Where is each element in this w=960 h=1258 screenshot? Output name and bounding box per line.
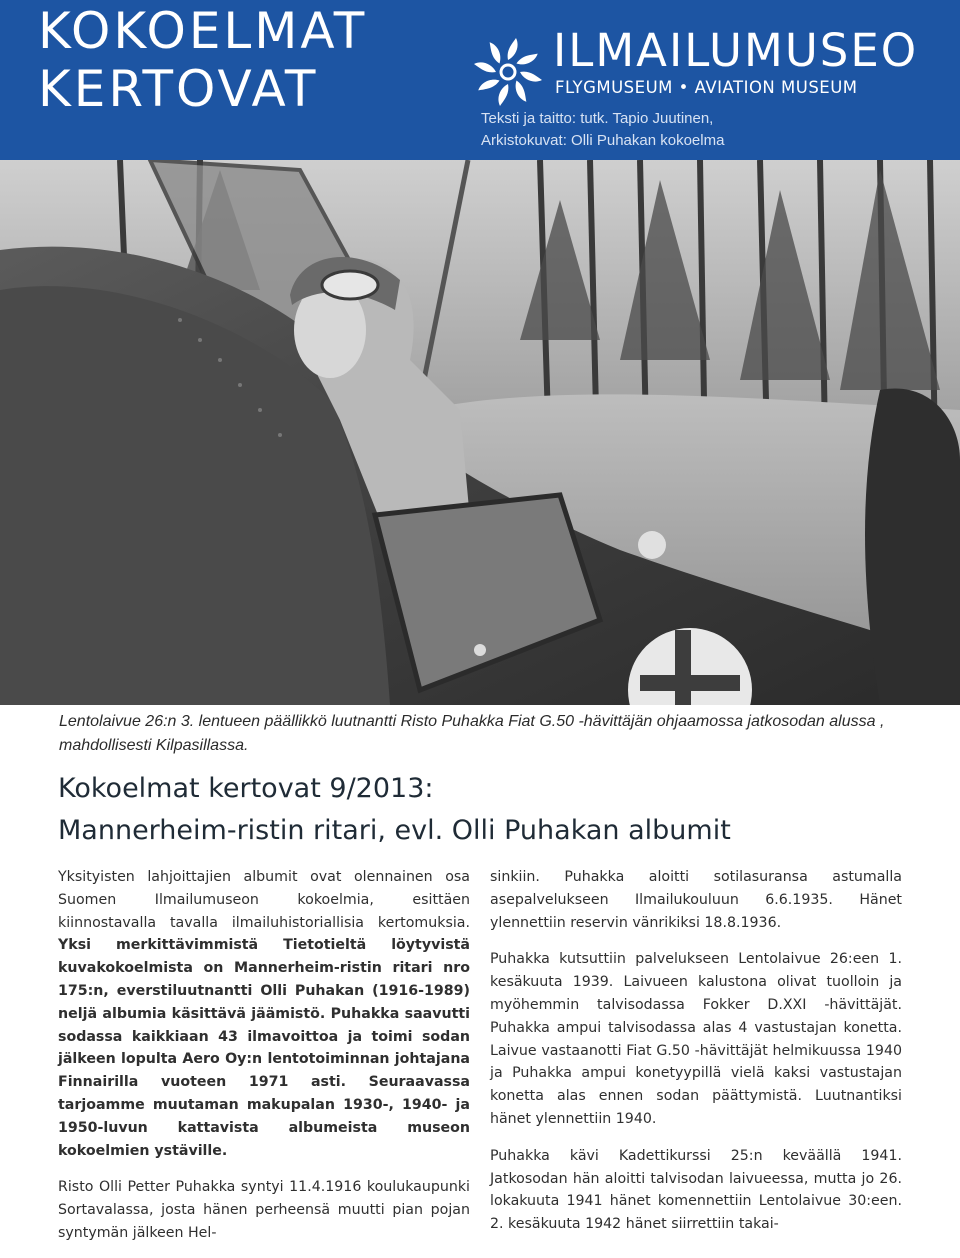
series-title-line2: KERTOVAT [38, 60, 319, 118]
header-band [0, 0, 960, 160]
museum-logo-icon [472, 36, 544, 108]
cockpit-photo [0, 160, 960, 705]
article-column-right [490, 866, 902, 1236]
series-title-line1: KOKOELMAT [38, 2, 368, 60]
article-heading-line1: Kokoelmat kertovat 9/2013: [58, 773, 434, 804]
photo-caption: Lentolaivue 26:n 3. lentueen päällikkö luutnantti Risto Puhakka Fiat G.50 -hävittäjän ohjaamossa jatkosodan alussa , mahdollisesti Kilpasillassa. [59, 713, 885, 754]
credits-line1: Teksti ja taitto: tutk. Tapio Juutinen, [481, 110, 714, 127]
article-column-left [58, 866, 470, 1245]
credits [481, 108, 901, 152]
intro-text: Yksityisten lahjoittajien albumit ovat olennainen osa Suomen Ilmailumuseon kokoelmia, esittäen kiinnostavalla tavalla ilmailuhistoriallisia kertomuksia. [58, 869, 470, 931]
credits-line2: Arkistokuvat: Olli Puhakan kokoelma [481, 132, 725, 149]
squadron-paragraph: Puhakka kutsuttiin palvelukseen Lentolaivue 26:een 1. kesäkuuta 1939. Laivueen kalustona olivat tuolloin ja myöhemmin talvisodassa Fokker D.XXI -hävittäjät. Puhakka ampui talvisodassa alas 4 vastustajan konetta. Laivue vastaanotti Fiat G.50 -hävittäjät helmikuussa 1940 ja Puhakka ampui konetyypillä vielä kaksi vastustajan konetta alas ennen sodan päättymistä. Luutnantiksi hänet ylennettiin 1940. [490, 951, 902, 1127]
article-heading [58, 768, 938, 852]
service-paragraph: sinkiin. Puhakka aloitti sotilasuransa astumalla asepalvelukseen Ilmailukouluun 6.6.1935. Hänet ylennettiin reservin vänrikiksi 18.8.1936. [490, 869, 902, 931]
birth-paragraph: Risto Olli Petter Puhakka syntyi 11.4.1916 koulukaupunki Sortavalassa, josta hänen perheensä muutti pian pojan syntymän jälkeen Hel- [58, 1179, 470, 1241]
cadet-paragraph: Puhakka kävi Kadettikurssi 25:n keväällä 1941. Jatkosodan hän aloitti talvisodan laivueessa, mutta jo 26. lokakuuta 1941 hänet komennettiin Lentolaivue 30:een. 2. kesäkuuta 1942 hänet siirrettiin takai- [490, 1147, 902, 1233]
article-heading-line2: Mannerheim-ristin ritari, evl. Olli Puhakan albumit [58, 815, 731, 846]
museum-name: ILMAILUMUSEO [553, 24, 919, 77]
series-title [38, 2, 458, 118]
cockpit-photo-image [0, 160, 960, 705]
intro-bold-text: Yksi merkittävimmistä Tietotieltä löytyvistä kuvakokoelmista on Mannerheim-ristin ritari nro 175:n, everstiluutnantti Olli Puhakan (1916-1989) neljä albumia käsittävä jäämistö. Puhakka saavutti sodassa kaikkiaan 43 ilmavoittoa ja toimi sodan jälkeen lopulta Aero Oy:n lentotoiminnan johtajana Finnairilla vuoteen 1971 asti. Seuraavassa tarjoamme muutaman makupalan 1930-, 1940- ja 1950-luvun kattavista albumeista museon kokoelmien ystäville. [58, 937, 470, 1159]
museum-subtitle: FLYGMUSEUM • AVIATION MUSEUM [555, 78, 858, 97]
intro-paragraph [58, 866, 470, 1162]
